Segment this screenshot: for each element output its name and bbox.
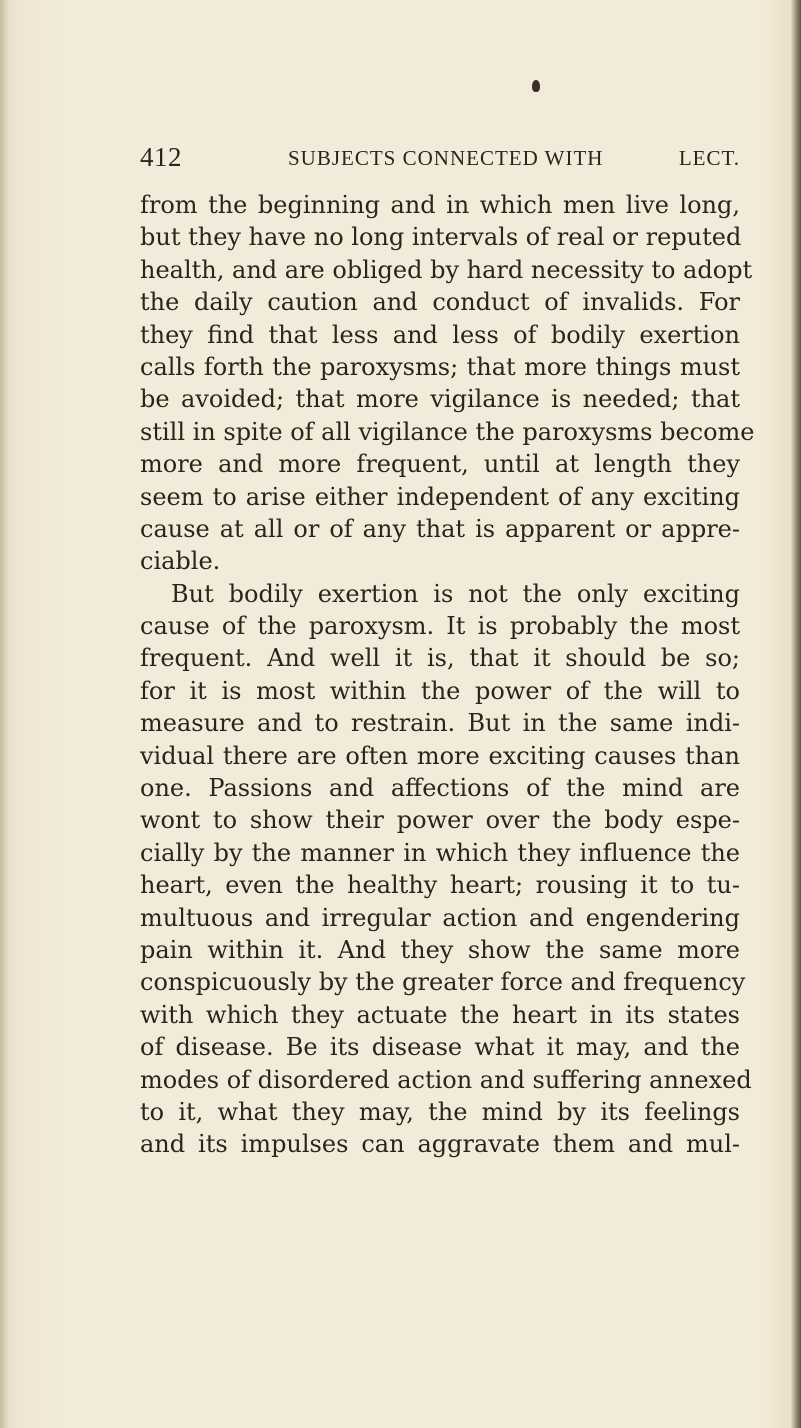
text-line: cause of the paroxysm. It is probably the most: [140, 612, 740, 641]
text-line: cause at all or of any that is apparent or appre-: [140, 514, 740, 543]
text-line: more and more frequent, until at length they: [140, 450, 740, 479]
text-line: seem to arise either independent of any exciting: [140, 482, 740, 511]
text-line: frequent. And well it is, that it should be so;: [140, 644, 740, 673]
text-line: and its impulses can aggravate them and mul-: [140, 1130, 740, 1159]
text-line: one. Passions and affections of the mind are: [140, 774, 740, 803]
text-line: they find that less and less of bodily exertion: [140, 320, 740, 349]
text-line: ciable.: [140, 547, 221, 576]
running-title: SUBJECTS CONNECTED WITH: [288, 146, 604, 170]
text-line: conspicuously by the greater force and frequency: [140, 968, 746, 997]
text-line: wont to show their power over the body espe-: [140, 806, 740, 835]
text-line: the daily caution and conduct of invalids. For: [140, 288, 740, 317]
text-line: multuous and irregular action and engendering: [140, 903, 740, 932]
ink-mark-icon: [532, 80, 540, 92]
text-line: measure and to restrain. But in the same indi-: [140, 709, 740, 738]
text-line: vidual there are often more exciting causes than: [140, 741, 740, 770]
right-binding-edge: [791, 0, 801, 1428]
text-line: heart, even the healthy heart; rousing it to tu-: [140, 871, 740, 900]
running-title-lecture: LECT.: [678, 146, 740, 170]
text-line: be avoided; that more vigilance is needed; that: [140, 385, 740, 414]
text-line: for it is most within the power of the will to: [140, 676, 740, 705]
text-line: cially by the manner in which they influence the: [140, 838, 740, 867]
text-line: of disease. Be its disease what it may, and the: [140, 1033, 740, 1062]
text-line: from the beginning and in which men live long,: [140, 191, 740, 219]
running-header: [140, 142, 740, 172]
text-line: health, and are obliged by hard necessity to adopt: [140, 255, 753, 284]
text-line: still in spite of all vigilance the paroxysms become: [140, 417, 755, 446]
text-line: pain within it. And they show the same more: [140, 935, 740, 964]
page-number: 412: [140, 142, 182, 172]
text-line: to it, what they may, the mind by its feelings: [140, 1097, 740, 1126]
text-line: modes of disordered action and suffering annexed: [140, 1065, 752, 1094]
paragraph-start-line: But bodily exertion is not the only exciting: [171, 579, 740, 608]
body-text: [140, 189, 755, 1161]
text-line: with which they actuate the heart in its states: [140, 1000, 740, 1029]
text-line: but they have no long intervals of real or reputed: [140, 223, 742, 252]
text-line: calls forth the paroxysms; that more things must: [140, 352, 740, 381]
left-page-edge: [0, 0, 8, 1428]
